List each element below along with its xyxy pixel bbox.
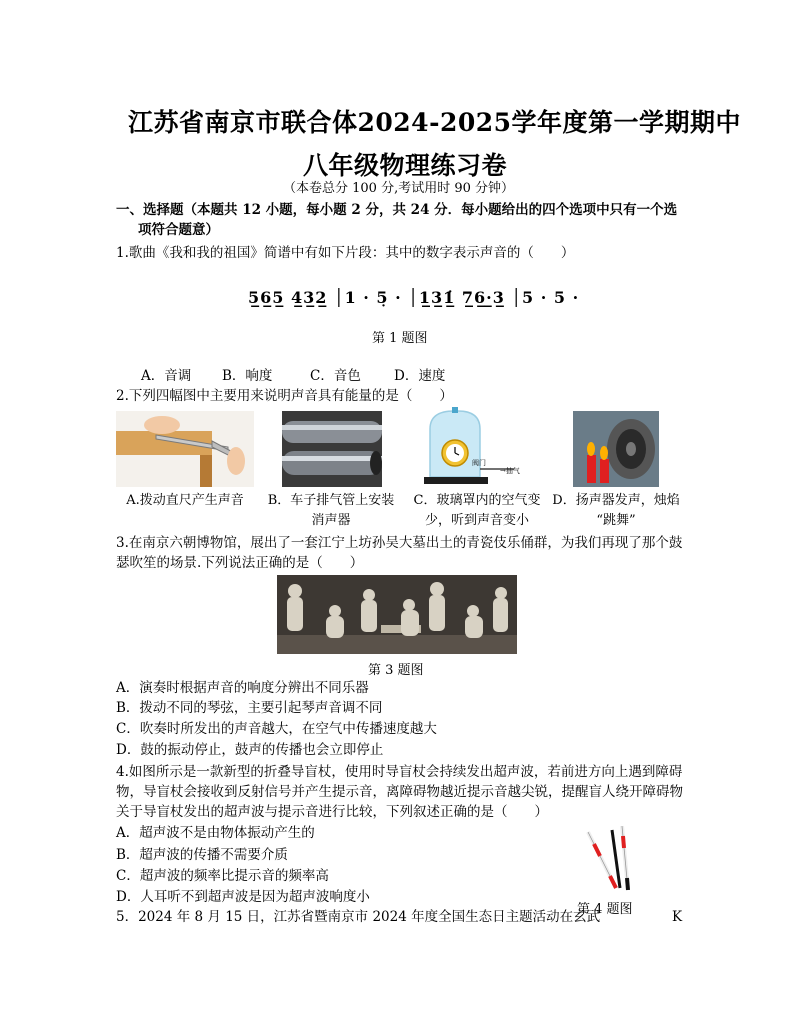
q1-option-a[interactable]: A．音调 <box>141 368 192 384</box>
exam-info: （本卷总分 100 分,考试用时 90 分钟） <box>283 181 515 196</box>
q2-option-b[interactable]: B．车子排气管上安装 消声器 <box>267 493 395 528</box>
q1-option-c[interactable]: C．音色 <box>310 368 361 384</box>
q3-stem-line1: 3.在南京六朝博物馆，展出了一套江宁上坊孙吴大墓出土的青瓷伎乐俑群，为我们再现了那个鼓 <box>116 535 683 551</box>
q4-option-c[interactable]: C．超声波的频率比提示音的频率高 <box>116 868 329 884</box>
q2-image-ruler <box>116 411 254 487</box>
q5-trailing-text: K <box>672 909 683 925</box>
page-title: 江苏省南京市联合体2024-2025学年度第一学期期中 <box>128 108 742 137</box>
page-subtitle: 八年级物理练习卷 <box>303 151 508 180</box>
q2-stem: 2.下列四幅图中主要用来说明声音具有能量的是（ ） <box>116 388 453 404</box>
q4-stem-line3: 关于导盲杖发出的超声波与提示音进行比较，下列叙述正确的是（ ） <box>116 804 548 820</box>
q3-option-d[interactable]: D．鼓的振动停止，鼓声的传播也会立即停止 <box>116 742 384 758</box>
valve-label: 阀门 <box>472 459 486 467</box>
q3-image-figurines <box>277 575 517 654</box>
q1-stem: 1.歌曲《我和我的祖国》简谱中有如下片段：其中的数字表示声音的（ ） <box>116 245 575 261</box>
q4-option-d[interactable]: D．人耳听不到超声波是因为超声波响度小 <box>116 889 370 905</box>
exhaust-label: →抽气 <box>500 467 520 475</box>
q4-figure-caption: 第 4 题图 <box>577 902 633 917</box>
q4-stem-line1: 4.如图所示是一款新型的折叠导盲杖，使用时导盲杖会持续发出超声波，若前进方向上遇到障碍 <box>116 764 683 780</box>
q2-option-d[interactable]: D．扬声器发声，烛焰 “跳舞” <box>552 493 680 528</box>
q2-image-speaker <box>573 411 659 487</box>
q3-option-a[interactable]: A．演奏时根据声音的响度分辨出不同乐器 <box>116 680 369 696</box>
q2-option-a[interactable]: A.拨动直尺产生声音 <box>126 493 244 508</box>
q4-stem-line2: 物，导盲杖会接收到反射信号并产生提示音，离障碍物越近提示音越尖锐，提醒盲人绕开障碍物 <box>116 784 683 800</box>
q4-option-b[interactable]: B．超声波的传播不需要介质 <box>116 847 288 863</box>
q2-option-c[interactable]: C．玻璃罩内的空气变 少，听到声音变小 <box>413 493 541 528</box>
q4-option-a[interactable]: A．超声波不是由物体振动产生的 <box>116 825 315 841</box>
q1-option-d[interactable]: D．速度 <box>394 368 446 384</box>
section-header-cont: 项符合题意） <box>138 222 219 238</box>
q1-option-b[interactable]: B．响度 <box>222 368 273 384</box>
q1-figure-caption: 第 1 题图 <box>372 331 428 346</box>
q3-option-b[interactable]: B．拨动不同的琴弦，主要引起琴声音调不同 <box>116 700 383 716</box>
q2-image-bell-jar <box>422 407 544 489</box>
q3-figure-caption: 第 3 题图 <box>368 663 424 678</box>
q1-notation: 5̲6̲5̲ 4̲3̲2̲ │1 · 5̣ · │1̲3̲1̲̇ 7̲6̲·̲3̲ │5 · 5 · <box>248 288 580 307</box>
q3-option-c[interactable]: C．吹奏时所发出的声音越大，在空气中传播速度越大 <box>116 721 437 737</box>
q3-stem-line2: 瑟吹笙的场景.下列说法正确的是（ ） <box>116 555 364 571</box>
section-header: 一、选择题（本题共 12 小题，每小题 2 分，共 24 分．每小题给出的四个选项中只有一个选 <box>116 202 678 218</box>
q4-image-cane <box>582 822 642 894</box>
q5-stem: 5．2024 年 8 月 15 日，江苏省暨南京市 2024 年度全国生态日主题活动在玄武 <box>116 909 601 925</box>
q2-image-exhaust <box>282 411 382 487</box>
